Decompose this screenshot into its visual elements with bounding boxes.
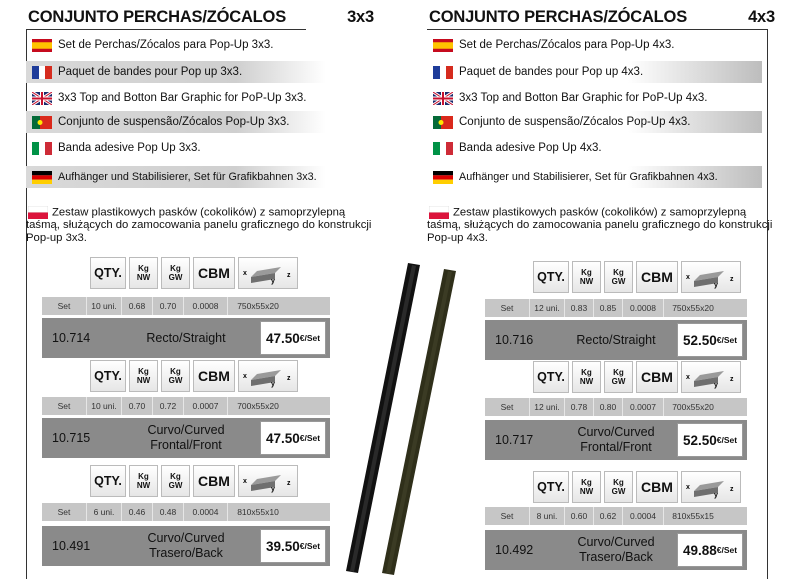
panel-4x3 [423,0,783,583]
qty-icon: QTY. [533,261,569,293]
net-weight-icon: Kg NW [572,361,601,393]
net-weight-icon: Kg NW [129,360,158,392]
panel-title: CONJUNTO PERCHAS/ZÓCALOS 4x3 [429,8,775,26]
lang-row-uk: 3x3 Top and Botton Bar Graphic for PoP-Up 3x3. [26,87,326,109]
flag-de-icon [433,171,453,184]
price-box: 52.50 €/Set [677,323,743,357]
spec-row: Set 8 uni. 0.60 0.62 0.0004 810x55x15 [485,507,747,525]
price-box: 47.50 €/Set [260,321,326,355]
spec-icons [533,260,744,294]
flag-pt-icon [433,116,453,129]
product-10492[interactable]: 10.492 Curvo/Curved Trasero/Back 49.88 €/Set [485,530,747,570]
net-weight-icon: Kg NW [572,471,601,503]
spec-row: Set 10 uni. 0.70 0.72 0.0007 700x55x20 [42,397,330,415]
spec-icons [90,359,301,393]
flag-pl-icon [429,206,449,219]
spec-icons [533,470,744,504]
flag-fr-icon [32,66,52,79]
flag-fr-icon [433,66,453,79]
panel-title: CONJUNTO PERCHAS/ZÓCALOS 3x3 [28,8,374,26]
product-10716[interactable]: 10.716 Recto/Straight 52.50 €/Set [485,320,747,360]
qty-icon: QTY. [90,465,126,497]
product-10715[interactable]: 10.715 Curvo/Curved Frontal/Front 47.50 €/Set [42,418,330,458]
svg-text:x: x [686,374,690,381]
gross-weight-icon: Kg GW [161,465,190,497]
spec-row: Set 12 uni. 0.83 0.85 0.0008 750x55x20 [485,299,747,317]
price-box: 39.50 €/Set [260,529,326,563]
qty-icon: QTY. [90,360,126,392]
svg-text:y: y [271,486,275,493]
svg-text:y: y [271,381,275,388]
svg-text:x: x [686,274,690,281]
lang-row-uk: 3x3 Top and Botton Bar Graphic for PoP-Up 4x3. [427,87,727,109]
cbm-icon: CBM [636,361,678,393]
spec-icons [533,360,744,394]
flag-pl-icon [28,206,48,219]
dimensions-icon [681,471,741,503]
cbm-icon: CBM [636,261,678,293]
lang-row-pl: Zestaw plastikowych pasków (cokolików) z samoprzylepną taśmą, służących do zamocowania panelu graficznego do konstrukcji Pop-up 3x3. [26,206,372,244]
lang-row-fr: Paquet de bandes pour Pop up 3x3. [26,61,326,83]
gross-weight-icon: Kg GW [604,471,633,503]
lang-row-pl: Zestaw plastikowych pasków (cokolików) z samoprzylepną taśmą, służących do zamocowania panelu graficznego do konstrukcji Pop-up 4x3. [427,206,773,244]
svg-text:z: z [730,376,734,383]
svg-text:y: y [714,282,718,289]
price-box: 47.50 €/Set [260,421,326,455]
spec-row: Set 12 uni. 0.78 0.80 0.0007 700x55x20 [485,398,747,416]
flag-de-icon [32,171,52,184]
lang-row-de: Aufhänger und Stabilisierer, Set für Grafikbahnen 4x3. [427,166,762,188]
dimensions-icon [238,465,298,497]
svg-text:y: y [714,492,718,499]
net-weight-icon: Kg NW [572,261,601,293]
svg-text:x: x [243,478,247,485]
cbm-icon: CBM [636,471,678,503]
lang-row-fr: Paquet de bandes pour Pop up 4x3. [427,61,762,83]
cbm-icon: CBM [193,257,235,289]
gross-weight-icon: Kg GW [604,361,633,393]
svg-text:z: z [287,480,291,487]
lang-row-de: Aufhänger und Stabilisierer, Set für Grafikbahnen 3x3. [26,166,326,188]
dimensions-icon [238,257,298,289]
price-box: 49.88 €/Set [677,533,743,567]
gross-weight-icon: Kg GW [604,261,633,293]
flag-pt-icon [32,116,52,129]
lang-row-it: Banda adesive Pop Up 3x3. [26,137,326,159]
svg-text:z: z [287,375,291,382]
gross-weight-icon: Kg GW [161,360,190,392]
svg-text:z: z [730,276,734,283]
svg-text:x: x [686,484,690,491]
flag-es-icon [433,39,453,52]
price-box: 52.50 €/Set [677,423,743,457]
svg-text:x: x [243,270,247,277]
panel-size: 4x3 [748,8,775,26]
spec-icons [90,464,301,498]
flag-uk-icon [32,92,52,105]
svg-text:x: x [243,373,247,380]
cbm-icon: CBM [193,360,235,392]
dimensions-icon [238,360,298,392]
spec-icons [90,256,301,290]
lang-row-es: Set de Perchas/Zócalos para Pop-Up 3x3. [26,34,326,56]
panel-size: 3x3 [347,8,374,26]
lang-row-pt: Conjunto de suspensão/Zócalos Pop-Up 4x3. [427,111,762,133]
qty-icon: QTY. [533,361,569,393]
flag-it-icon [32,142,52,155]
svg-text:y: y [714,382,718,389]
spec-row: Set 10 uni. 0.68 0.70 0.0008 750x55x20 [42,297,330,315]
lang-row-es: Set de Perchas/Zócalos para Pop-Up 4x3. [427,34,727,56]
flag-it-icon [433,142,453,155]
dimensions-icon [681,361,741,393]
net-weight-icon: Kg NW [129,465,158,497]
gross-weight-icon: Kg GW [161,257,190,289]
svg-text:y: y [271,278,275,285]
lang-row-it: Banda adesive Pop Up 4x3. [427,137,727,159]
net-weight-icon: Kg NW [129,257,158,289]
product-10491[interactable]: 10.491 Curvo/Curved Trasero/Back 39.50 €/Set [42,526,330,566]
spec-row: Set 6 uni. 0.46 0.48 0.0004 810x55x10 [42,503,330,521]
lang-row-pt: Conjunto de suspensão/Zócalos Pop-Up 3x3. [26,111,326,133]
svg-text:z: z [730,486,734,493]
qty-icon: QTY. [533,471,569,503]
qty-icon: QTY. [90,257,126,289]
flag-es-icon [32,39,52,52]
product-10717[interactable]: 10.717 Curvo/Curved Frontal/Front 52.50 €/Set [485,420,747,460]
cbm-icon: CBM [193,465,235,497]
flag-uk-icon [433,92,453,105]
product-10714[interactable]: 10.714 Recto/Straight 47.50 €/Set [42,318,330,358]
svg-text:z: z [287,272,291,279]
dimensions-icon [681,261,741,293]
